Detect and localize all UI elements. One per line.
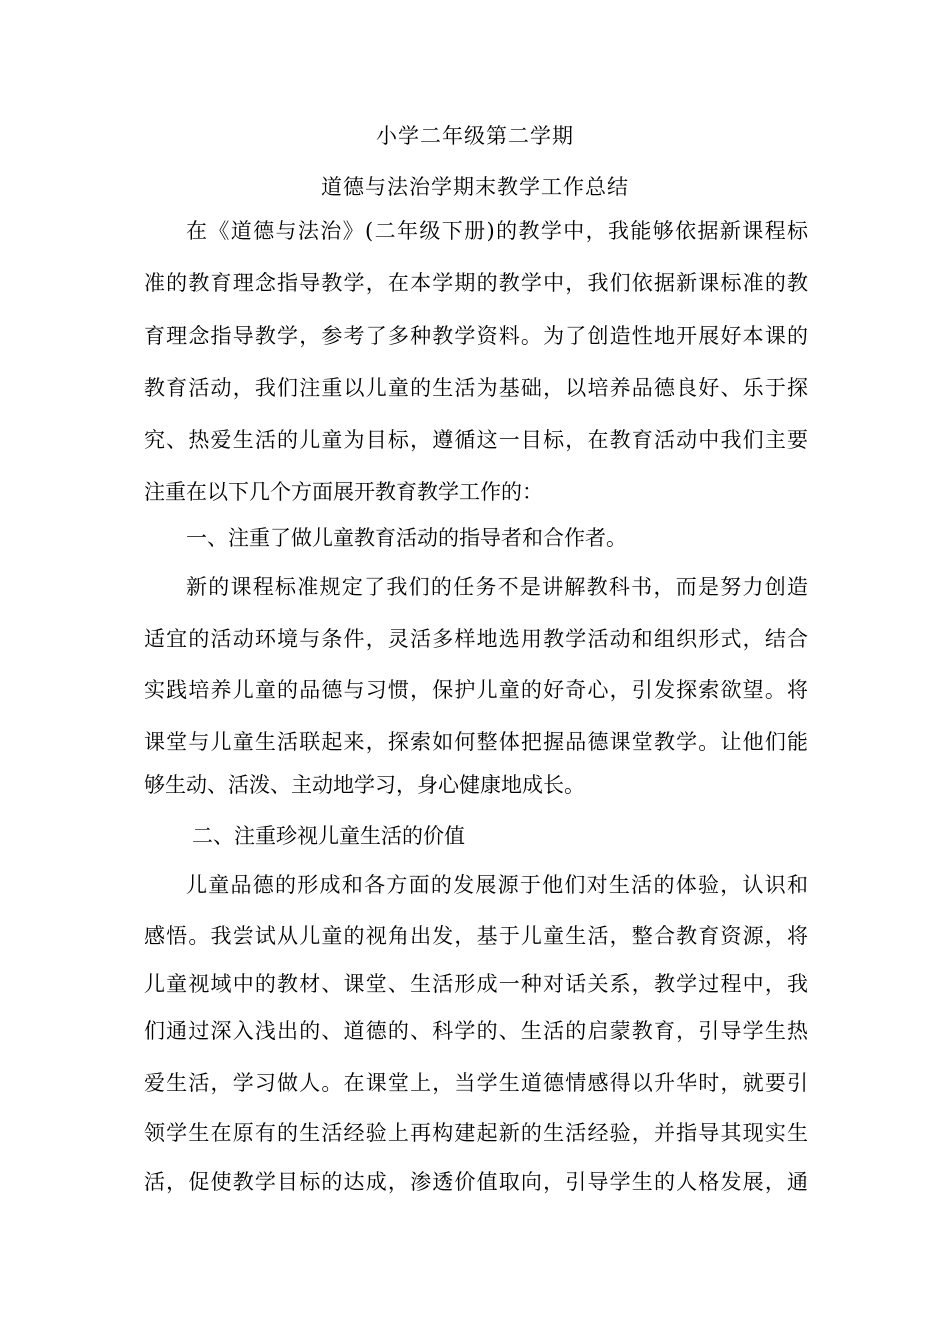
paragraph-2-line-1: 新的课程标准规定了我们的任务不是讲解教科书，而是努力创造 xyxy=(186,575,808,599)
section-heading-2: 二、注重珍视儿童生活的价值 xyxy=(192,824,465,848)
paragraph-2-line-3: 实践培养儿童的品德与习惯，保护儿童的好奇心，引发探索欲望。将 xyxy=(144,678,808,702)
paragraph-2-line-2: 适宜的活动环境与条件，灵活多样地选用教学活动和组织形式，结合 xyxy=(144,627,808,651)
paragraph-1-line-1: 在《道德与法治》(二年级下册)的教学中，我能够依据新课程标 xyxy=(186,219,808,243)
paragraph-1-line-4: 教育活动，我们注重以儿童的生活为基础，以培养品德良好、乐于探 xyxy=(144,376,808,400)
paragraph-3-line-3: 儿童视域中的教材、课堂、生活形成一种对话关系，教学过程中，我 xyxy=(144,972,808,996)
paragraph-3-line-5: 爱生活，学习做人。在课堂上，当学生道德情感得以升华时，就要引 xyxy=(144,1071,808,1095)
paragraph-1-line-3: 育理念指导教学，参考了多种教学资料。为了创造性地开展好本课的 xyxy=(144,324,808,348)
section-heading-1: 一、注重了做儿童教育活动的指导者和合作者。 xyxy=(186,526,627,550)
paragraph-1-line-6: 注重在以下几个方面展开教育教学工作的： xyxy=(144,480,543,504)
paragraph-1-line-5: 究、热爱生活的儿童为目标，遵循这一目标，在教育活动中我们主要 xyxy=(144,428,808,452)
paragraph-3-line-7: 活，促使教学目标的达成，渗透价值取向，引导学生的人格发展，通 xyxy=(144,1170,808,1194)
paragraph-2-line-5: 够生动、活泼、主动地学习，身心健康地成长。 xyxy=(144,773,585,797)
paragraph-3-line-1: 儿童品德的形成和各方面的发展源于他们对生活的体验，认识和 xyxy=(186,873,808,897)
paragraph-1-line-2: 准的教育理念指导教学，在本学期的教学中，我们依据新课标准的教 xyxy=(144,271,808,295)
paragraph-3-line-6: 领学生在原有的生活经验上再构建起新的生活经验，并指导其现实生 xyxy=(144,1121,808,1145)
paragraph-3-line-2: 感悟。我尝试从儿童的视角出发，基于儿童生活，整合教育资源，将 xyxy=(144,924,808,948)
paragraph-2-line-4: 课堂与儿童生活联起来，探索如何整体把握品德课堂教学。让他们能 xyxy=(144,730,808,754)
paragraph-3-line-4: 们通过深入浅出的、道德的、科学的、生活的启蒙教育，引导学生热 xyxy=(144,1019,808,1043)
document-title-line-1: 小学二年级第二学期 xyxy=(376,124,574,148)
document-title-line-2: 道德与法治学期末教学工作总结 xyxy=(321,175,629,199)
